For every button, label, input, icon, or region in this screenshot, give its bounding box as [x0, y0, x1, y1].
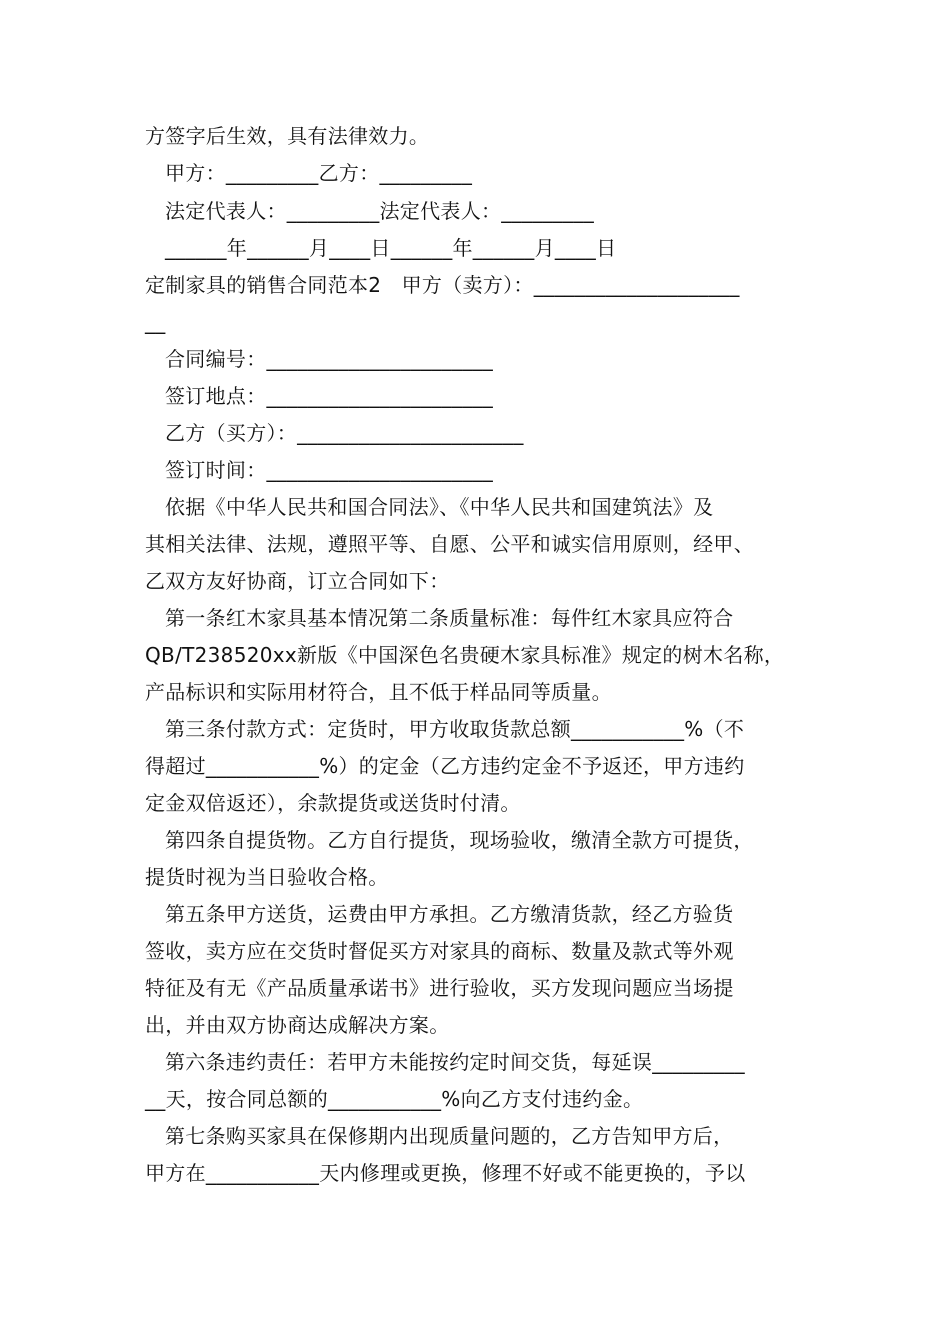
- text-line: 特征及有无《产品质量承诺书》进行验收，买方发现问题应当场提: [145, 976, 734, 1000]
- text-line: 第四条自提货物。乙方自行提货，现场验收，缴清全款方可提货，: [165, 828, 754, 852]
- text-line: ______年______月____日______年______月____日: [165, 236, 617, 260]
- text-line: __: [145, 310, 166, 334]
- text-line: 甲方：_________乙方：_________: [165, 161, 473, 185]
- text-line: 第六条违约责任：若甲方未能按约定时间交货，每延误_________: [165, 1050, 745, 1074]
- text-line: 签订时间：______________________: [165, 458, 494, 482]
- text-line: 合同编号：______________________: [165, 347, 494, 371]
- text-line: QB/T238520xx新版《中国深色名贵硬木家具标准》规定的树木名称，: [145, 643, 785, 667]
- text-line: 方签字后生效，具有法律效力。: [145, 124, 430, 148]
- text-line: 依据《中华人民共和国合同法》、《中华人民共和国建筑法》及: [165, 495, 714, 519]
- text-line: 出，并由双方协商达成解决方案。: [145, 1013, 450, 1037]
- text-line: 提货时视为当日验收合格。: [145, 865, 389, 889]
- text-line: 第七条购买家具在保修期内出现质量问题的，乙方告知甲方后，: [165, 1124, 734, 1148]
- text-line: 第三条付款方式：定货时，甲方收取货款总额___________%（不: [165, 717, 745, 741]
- text-line: 得超过___________%）的定金（乙方违约定金不予返还，甲方违约: [145, 754, 745, 778]
- text-line: 定制家具的销售合同范本2 甲方（卖方）：____________________: [145, 273, 740, 297]
- text-line: 产品标识和实际用材符合，且不低于样品同等质量。: [145, 680, 612, 704]
- text-line: 乙方（买方）：______________________: [165, 421, 524, 445]
- text-line: 其相关法律、法规，遵照平等、自愿、公平和诚实信用原则，经甲、: [145, 532, 754, 556]
- text-line: 甲方在___________天内修理或更换，修理不好或不能更换的，予以: [145, 1161, 746, 1185]
- text-line: 签订地点：______________________: [165, 384, 494, 408]
- text-line: 第一条红木家具基本情况第二条质量标准：每件红木家具应符合: [165, 606, 734, 630]
- text-line: 定金双倍返还），余款提货或送货时付清。: [145, 791, 521, 815]
- text-line: 签收，卖方应在交货时督促买方对家具的商标、数量及款式等外观: [145, 939, 734, 963]
- text-line: 第五条甲方送货，运费由甲方承担。乙方缴清货款，经乙方验货: [165, 902, 734, 926]
- text-line: __天，按合同总额的___________%向乙方支付违约金。: [145, 1087, 644, 1111]
- text-line: 法定代表人：_________法定代表人：_________: [165, 199, 594, 223]
- text-line: 乙双方友好协商，订立合同如下：: [145, 569, 450, 593]
